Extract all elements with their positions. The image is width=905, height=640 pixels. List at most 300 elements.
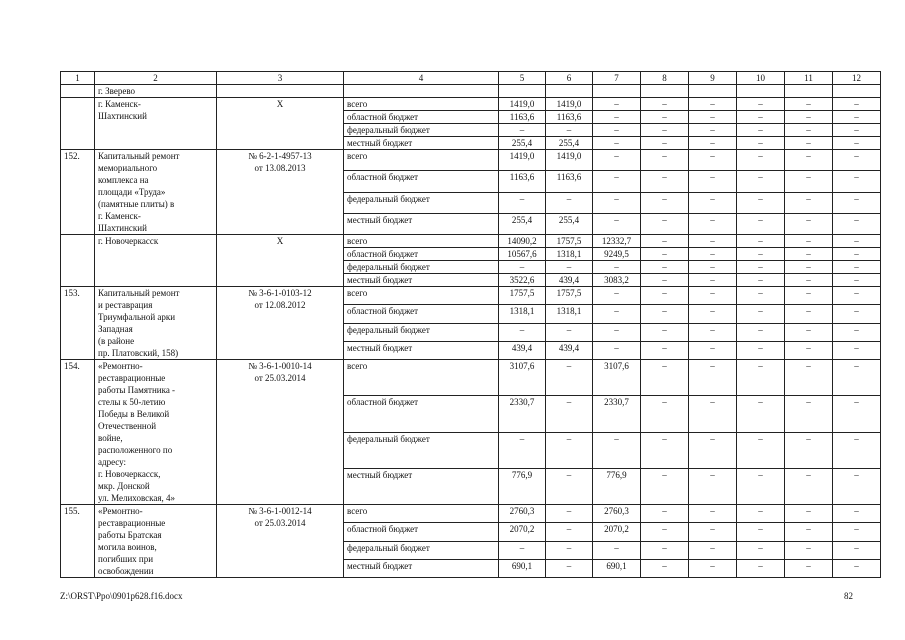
amount-cell: 1163,6 — [499, 171, 546, 192]
row-number-cell: 154. — [61, 360, 95, 505]
amount-cell: 776,9 — [499, 468, 546, 504]
amount-cell: – — [833, 171, 881, 192]
column-number-cell: 9 — [689, 72, 737, 85]
amount-cell: – — [737, 274, 785, 287]
row-number-cell — [61, 85, 95, 98]
amount-cell: – — [785, 261, 833, 274]
table-row — [61, 150, 881, 171]
amount-cell: – — [833, 323, 881, 341]
object-name-line: ул. Мелиховская, 4» — [98, 493, 176, 503]
budget-source-cell: областной бюджет — [344, 396, 499, 432]
page-number: 82 — [844, 591, 853, 601]
amount-cell: – — [593, 192, 641, 213]
budget-source-cell: областной бюджет — [344, 171, 499, 192]
document-line: Х — [276, 99, 284, 109]
row-number-cell: 155. — [61, 505, 95, 578]
document-cell — [217, 235, 344, 287]
object-name-line: (в районе — [98, 336, 135, 346]
amount-cell: 1419,0 — [499, 98, 546, 111]
amount-cell: – — [689, 171, 737, 192]
amount-cell: – — [737, 523, 785, 541]
amount-cell: – — [833, 468, 881, 504]
budget-source-cell: местный бюджет — [344, 341, 499, 359]
amount-cell: – — [593, 98, 641, 111]
amount-cell: – — [833, 261, 881, 274]
amount-cell: – — [593, 124, 641, 137]
amount-cell: – — [785, 523, 833, 541]
amount-cell: – — [546, 505, 593, 523]
object-name-line: Победы в Великой — [98, 409, 170, 419]
amount-cell: – — [737, 541, 785, 559]
amount-cell: – — [737, 261, 785, 274]
amount-cell: – — [689, 150, 737, 171]
object-name-cell — [95, 505, 217, 578]
amount-cell: 1419,0 — [499, 150, 546, 171]
object-name-line: Капитальный ремонт — [98, 288, 180, 298]
budget-source-cell: федеральный бюджет — [344, 541, 499, 559]
row-number-cell: 153. — [61, 287, 95, 360]
object-name-line: площади «Труда» — [98, 187, 166, 197]
document-line: № 3-6-1-0103-12 — [248, 288, 312, 298]
budget-source-cell: всего — [344, 150, 499, 171]
amount-cell: – — [593, 213, 641, 234]
amount-cell: – — [641, 192, 689, 213]
amount-cell: – — [785, 559, 833, 577]
amount-cell: 255,4 — [546, 213, 593, 234]
budget-source-cell: всего — [344, 287, 499, 305]
amount-cell: 9249,5 — [593, 248, 641, 261]
amount-cell: 10567,6 — [499, 248, 546, 261]
amount-cell: 1163,6 — [546, 111, 593, 124]
object-name-line: стелы к 50-летию — [98, 397, 166, 407]
amount-cell: – — [689, 541, 737, 559]
amount-cell: – — [546, 432, 593, 468]
amount-cell: – — [546, 559, 593, 577]
column-number-cell: 3 — [217, 72, 344, 85]
name-cell: г. Зверево — [95, 85, 217, 98]
amount-cell: – — [593, 261, 641, 274]
amount-cell: – — [641, 559, 689, 577]
amount-cell: – — [785, 192, 833, 213]
amount-cell: – — [689, 274, 737, 287]
object-name-line: «Ремонтно- — [98, 506, 143, 516]
budget-source-cell: местный бюджет — [344, 137, 499, 150]
document-cell — [217, 287, 344, 360]
table-row — [61, 98, 881, 111]
amount-cell: – — [785, 274, 833, 287]
document-cell — [217, 360, 344, 505]
amount-cell: – — [737, 305, 785, 323]
amount-cell: 2760,3 — [499, 505, 546, 523]
amount-cell: – — [499, 124, 546, 137]
column-number-cell: 7 — [593, 72, 641, 85]
amount-cell: – — [546, 192, 593, 213]
amount-cell: – — [737, 235, 785, 248]
amount-cell: – — [785, 505, 833, 523]
budget-source-cell: всего — [344, 505, 499, 523]
amount-cell: – — [499, 261, 546, 274]
amount-cell: – — [737, 360, 785, 396]
document-line: от 13.08.2013 — [254, 163, 306, 173]
object-name-line: войне, — [98, 433, 123, 443]
object-name-line: Отечественной — [98, 421, 157, 431]
object-name-line: погибших при — [98, 554, 154, 564]
amount-cell: – — [737, 323, 785, 341]
amount-cell: – — [689, 523, 737, 541]
column-number-cell: 4 — [344, 72, 499, 85]
amount-cell: – — [833, 396, 881, 432]
amount-cell: – — [593, 323, 641, 341]
object-name-line: адресу: — [98, 457, 127, 467]
object-name-line: реставрационные — [98, 373, 166, 383]
amount-cell: – — [785, 341, 833, 359]
amount-cell: – — [689, 248, 737, 261]
amount-cell: – — [546, 360, 593, 396]
object-name-line: г. Новочеркасск — [98, 236, 159, 246]
amount-cell: 1318,1 — [499, 305, 546, 323]
object-name-line: расположенного по — [98, 445, 173, 455]
amount-cell: – — [785, 541, 833, 559]
amount-cell: 776,9 — [593, 468, 641, 504]
document-line: от 25.03.2014 — [254, 518, 306, 528]
amount-cell: – — [689, 261, 737, 274]
amount-cell: – — [785, 305, 833, 323]
amount-cell: – — [546, 468, 593, 504]
amount-cell: – — [737, 137, 785, 150]
amount-cell: 1163,6 — [499, 111, 546, 124]
amount-cell: – — [785, 432, 833, 468]
amount-cell: – — [593, 171, 641, 192]
column-number-cell: 2 — [95, 72, 217, 85]
object-name-line: мкр. Донской — [98, 481, 150, 491]
amount-cell: – — [833, 137, 881, 150]
column-number-cell: 11 — [785, 72, 833, 85]
amount-cell: 3107,6 — [499, 360, 546, 396]
amount-cell: 2070,2 — [499, 523, 546, 541]
object-name-line: Капитальный ремонт — [98, 151, 180, 161]
object-name-line: работы Памятника - — [98, 385, 176, 395]
amount-cell: 1163,6 — [546, 171, 593, 192]
amount-cell: – — [785, 248, 833, 261]
amount-cell: – — [785, 111, 833, 124]
amount-cell: – — [785, 468, 833, 504]
budget-source-cell: всего — [344, 360, 499, 396]
object-name-line: пр. Платовский, 158) — [98, 348, 179, 358]
object-name-cell — [95, 98, 217, 150]
amount-cell: – — [689, 323, 737, 341]
budget-source-cell: областной бюджет — [344, 111, 499, 124]
budget-source-cell: местный бюджет — [344, 468, 499, 504]
amount-cell: – — [593, 150, 641, 171]
amount-cell: – — [785, 150, 833, 171]
amount-cell: 3107,6 — [593, 360, 641, 396]
amount-cell: – — [737, 213, 785, 234]
amount-cell: – — [737, 248, 785, 261]
amount-cell: – — [641, 323, 689, 341]
column-number-cell: 8 — [641, 72, 689, 85]
amount-cell: – — [641, 261, 689, 274]
budget-source-cell: всего — [344, 235, 499, 248]
column-number-cell: 5 — [499, 72, 546, 85]
amount-cell: – — [593, 432, 641, 468]
budget-source-cell: местный бюджет — [344, 213, 499, 234]
amount-cell: – — [641, 341, 689, 359]
amount-cell: – — [641, 124, 689, 137]
amount-cell: – — [689, 235, 737, 248]
table-row — [61, 360, 881, 396]
budget-source-cell: федеральный бюджет — [344, 261, 499, 274]
amount-cell: 255,4 — [546, 137, 593, 150]
amount-cell: – — [593, 305, 641, 323]
column-number-cell: 10 — [737, 72, 785, 85]
budget-source-cell: местный бюджет — [344, 274, 499, 287]
amount-cell: – — [737, 505, 785, 523]
amount-cell: – — [833, 124, 881, 137]
amount-cell: – — [737, 150, 785, 171]
amount-cell: 1318,1 — [546, 305, 593, 323]
amount-cell: – — [641, 360, 689, 396]
document-line: от 25.03.2014 — [254, 373, 306, 383]
amount-cell: – — [689, 192, 737, 213]
amount-cell: – — [833, 305, 881, 323]
row-number-cell — [61, 235, 95, 287]
amount-cell: – — [689, 111, 737, 124]
amount-cell: – — [737, 396, 785, 432]
amount-cell: – — [785, 235, 833, 248]
amount-cell: – — [785, 396, 833, 432]
budget-table — [60, 71, 881, 578]
amount-cell: – — [833, 235, 881, 248]
amount-cell: – — [641, 235, 689, 248]
document-line: № 3-6-1-0012-14 — [248, 506, 312, 516]
table-row — [61, 505, 881, 523]
amount-cell: – — [689, 305, 737, 323]
amount-cell: 2330,7 — [593, 396, 641, 432]
amount-cell: – — [641, 98, 689, 111]
amount-cell: 1318,1 — [546, 248, 593, 261]
column-number-cell: 12 — [833, 72, 881, 85]
amount-cell: 2070,2 — [593, 523, 641, 541]
amount-cell: – — [499, 541, 546, 559]
amount-cell: – — [641, 213, 689, 234]
object-name-cell — [95, 150, 217, 235]
amount-cell: – — [499, 323, 546, 341]
amount-cell: – — [785, 287, 833, 305]
object-name-line: «Ремонтно- — [98, 361, 143, 371]
amount-cell: – — [785, 124, 833, 137]
amount-cell: 1757,5 — [499, 287, 546, 305]
budget-source-cell: федеральный бюджет — [344, 432, 499, 468]
object-name-cell — [95, 360, 217, 505]
amount-cell: – — [737, 171, 785, 192]
amount-cell: – — [689, 341, 737, 359]
object-name-line: комплекса на — [98, 175, 149, 185]
object-name-line: г. Каменск- — [98, 211, 141, 221]
amount-cell: – — [641, 150, 689, 171]
amount-cell: – — [689, 137, 737, 150]
document-line: Х — [276, 236, 284, 246]
budget-source-cell: федеральный бюджет — [344, 192, 499, 213]
budget-source-cell: всего — [344, 98, 499, 111]
amount-cell: – — [785, 98, 833, 111]
amount-cell: – — [689, 505, 737, 523]
amount-cell: – — [737, 192, 785, 213]
amount-cell: – — [641, 505, 689, 523]
amount-cell: – — [641, 171, 689, 192]
row-number-cell — [61, 98, 95, 150]
amount-cell: 1757,5 — [546, 235, 593, 248]
amount-cell: – — [833, 150, 881, 171]
budget-source-cell: федеральный бюджет — [344, 323, 499, 341]
column-number-cell: 6 — [546, 72, 593, 85]
amount-cell: – — [689, 213, 737, 234]
amount-cell: 1419,0 — [546, 98, 593, 111]
amount-cell: – — [833, 111, 881, 124]
amount-cell: 439,4 — [546, 341, 593, 359]
document-cell — [217, 98, 344, 150]
amount-cell: 2330,7 — [499, 396, 546, 432]
document-cell — [217, 150, 344, 235]
amount-cell: 439,4 — [499, 341, 546, 359]
amount-cell: – — [785, 137, 833, 150]
budget-source-cell: областной бюджет — [344, 523, 499, 541]
amount-cell: 14090,2 — [499, 235, 546, 248]
amount-cell: – — [641, 305, 689, 323]
amount-cell: – — [785, 213, 833, 234]
object-name-line: реставрационные — [98, 518, 166, 528]
object-name-cell — [95, 287, 217, 360]
amount-cell: – — [833, 192, 881, 213]
amount-cell: – — [785, 323, 833, 341]
amount-cell: 12332,7 — [593, 235, 641, 248]
amount-cell: 1757,5 — [546, 287, 593, 305]
file-path: Z:\ORST\Ppo\0901p628.f16.docx — [60, 591, 183, 601]
amount-cell: – — [689, 559, 737, 577]
amount-cell: – — [593, 341, 641, 359]
amount-cell: – — [546, 323, 593, 341]
amount-cell: – — [546, 396, 593, 432]
amount-cell: – — [785, 171, 833, 192]
amount-cell: – — [641, 523, 689, 541]
row-number-cell: 152. — [61, 150, 95, 235]
amount-cell: – — [737, 287, 785, 305]
amount-cell: – — [546, 523, 593, 541]
amount-cell: – — [641, 396, 689, 432]
object-name-line: г. Каменск- — [98, 99, 141, 109]
amount-cell: – — [833, 360, 881, 396]
amount-cell: – — [641, 248, 689, 261]
budget-source-cell: федеральный бюджет — [344, 124, 499, 137]
amount-cell: – — [833, 541, 881, 559]
amount-cell: – — [499, 192, 546, 213]
amount-cell: – — [641, 287, 689, 305]
object-name-line: Западная — [98, 324, 133, 334]
amount-cell: 690,1 — [499, 559, 546, 577]
amount-cell: – — [785, 360, 833, 396]
object-name-line: г. Новочеркасск, — [98, 469, 161, 479]
table-row — [61, 235, 881, 248]
amount-cell: – — [689, 360, 737, 396]
amount-cell: – — [689, 468, 737, 504]
amount-cell: – — [689, 98, 737, 111]
amount-cell: – — [641, 432, 689, 468]
amount-cell: – — [593, 111, 641, 124]
amount-cell: – — [833, 274, 881, 287]
object-name-line: освобождении — [98, 566, 154, 576]
amount-cell: – — [737, 124, 785, 137]
amount-cell: – — [833, 98, 881, 111]
amount-cell: – — [593, 287, 641, 305]
amount-cell: – — [833, 432, 881, 468]
amount-cell: – — [546, 124, 593, 137]
amount-cell: – — [641, 274, 689, 287]
column-number-row — [61, 72, 881, 85]
amount-cell: – — [737, 432, 785, 468]
table-row — [61, 287, 881, 305]
amount-cell: – — [641, 541, 689, 559]
amount-cell: – — [499, 432, 546, 468]
amount-cell: – — [546, 541, 593, 559]
amount-cell: 255,4 — [499, 137, 546, 150]
amount-cell: – — [833, 248, 881, 261]
amount-cell: 1419,0 — [546, 150, 593, 171]
amount-cell: – — [641, 111, 689, 124]
budget-source-cell: местный бюджет — [344, 559, 499, 577]
column-number-cell: 1 — [61, 72, 95, 85]
document-line: от 12.08.2012 — [254, 300, 306, 310]
document-line: № 6-2-1-4957-13 — [248, 151, 312, 161]
amount-cell: – — [737, 341, 785, 359]
amount-cell: 3522,6 — [499, 274, 546, 287]
amount-cell: – — [737, 98, 785, 111]
amount-cell: 255,4 — [499, 213, 546, 234]
amount-cell: – — [593, 137, 641, 150]
object-name-line: Шахтинский — [98, 111, 147, 121]
amount-cell: – — [689, 124, 737, 137]
amount-cell: – — [641, 137, 689, 150]
object-name-line: могила воинов, — [98, 542, 157, 552]
object-name-line: Триумфальной арки — [98, 312, 176, 322]
amount-cell: 439,4 — [546, 274, 593, 287]
object-name-cell — [95, 235, 217, 287]
amount-cell: – — [641, 468, 689, 504]
object-name-line: и реставрация — [98, 300, 153, 310]
amount-cell: – — [833, 505, 881, 523]
object-name-line: работы Братская — [98, 530, 162, 540]
amount-cell: – — [737, 111, 785, 124]
amount-cell: 3083,2 — [593, 274, 641, 287]
budget-source-cell: областной бюджет — [344, 305, 499, 323]
amount-cell: – — [833, 341, 881, 359]
budget-source-cell: областной бюджет — [344, 248, 499, 261]
amount-cell: – — [737, 468, 785, 504]
amount-cell: – — [737, 559, 785, 577]
object-name-line: Шахтинский — [98, 223, 147, 233]
object-name-line: (памятные плиты) в — [98, 199, 175, 209]
amount-cell: 690,1 — [593, 559, 641, 577]
amount-cell: – — [593, 541, 641, 559]
amount-cell: – — [833, 523, 881, 541]
amount-cell: – — [833, 213, 881, 234]
amount-cell: – — [833, 559, 881, 577]
document-line: № 3-6-1-0010-14 — [248, 361, 312, 371]
header-continuation-row — [61, 85, 881, 98]
object-name-line: мемориального — [98, 163, 158, 173]
amount-cell: – — [546, 261, 593, 274]
amount-cell: – — [689, 287, 737, 305]
document-cell — [217, 505, 344, 578]
amount-cell: 2760,3 — [593, 505, 641, 523]
